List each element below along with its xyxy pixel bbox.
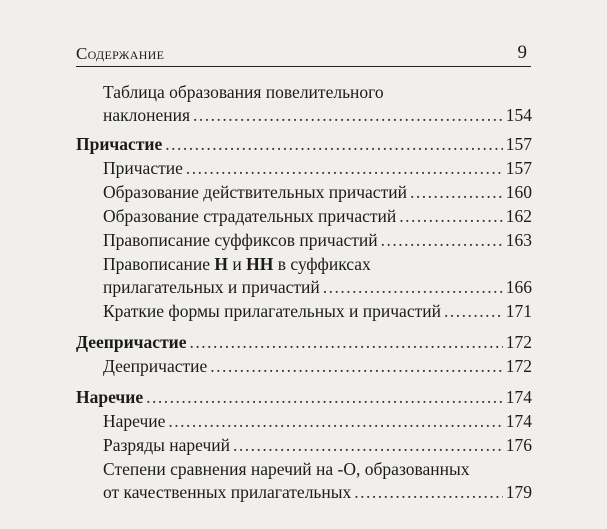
- toc-page-number: 174: [505, 387, 532, 407]
- leader-dots: [168, 410, 502, 432]
- text-fragment: в суффиксах: [273, 254, 371, 274]
- toc-section-title: Деепричастие: [76, 332, 187, 352]
- leader-dots: [381, 229, 503, 251]
- toc-page-number: 157: [505, 134, 532, 154]
- toc-page-number: 179: [505, 482, 532, 502]
- toc-page-number: 171: [505, 301, 532, 321]
- leader-dots: [193, 104, 503, 126]
- toc-entry: [103, 355, 532, 377]
- toc-page-number: 160: [505, 182, 532, 202]
- toc-section: [76, 386, 532, 408]
- leader-dots: [186, 157, 503, 179]
- toc-page-number: 172: [505, 332, 532, 352]
- toc-section: [76, 133, 532, 155]
- toc-page-number: 154: [505, 105, 532, 125]
- text-fragment: и: [228, 254, 247, 274]
- bold-letter: НН: [246, 254, 274, 274]
- toc-entry-title: Краткие формы прилагательных и причастий: [103, 301, 441, 321]
- toc-page-number: 172: [505, 356, 532, 376]
- toc-page-number: 166: [505, 277, 532, 297]
- text-fragment: Правописание: [103, 254, 215, 274]
- leader-dots: [444, 300, 503, 322]
- toc-entry-title: Причастие: [103, 158, 183, 178]
- toc-entry: [103, 104, 532, 126]
- toc-entry: [103, 205, 532, 227]
- bold-letter: Н: [214, 254, 229, 274]
- toc-entry: [103, 229, 532, 251]
- toc-entry-title: Разряды наречий: [103, 435, 230, 455]
- toc-entry: [103, 276, 532, 298]
- toc-entry: [103, 157, 532, 179]
- toc-entry: [103, 434, 532, 456]
- toc-entry-title: Образование действительных причастий: [103, 182, 407, 202]
- leader-dots: [399, 205, 503, 227]
- toc-entry-title: Наречие: [103, 411, 166, 431]
- leader-dots: [210, 355, 502, 377]
- section-title: Содержание: [76, 44, 165, 63]
- toc-entry-title: Деепричастие: [103, 356, 208, 376]
- toc-entry: [103, 410, 532, 432]
- toc-entry-title: наклонения: [103, 105, 191, 125]
- toc-entry-title: Образование страдательных причастий: [103, 206, 397, 226]
- toc-entry-line: Степени сравнения наречий на -О, образованных: [103, 459, 470, 479]
- toc-section-title: Наречие: [76, 387, 144, 407]
- leader-dots: [146, 386, 503, 408]
- leader-dots: [165, 133, 502, 155]
- toc-entry-line: [103, 253, 371, 275]
- page-header: [76, 42, 531, 67]
- toc-section-title: Причастие: [76, 134, 163, 154]
- toc-entry: [103, 181, 532, 203]
- toc-entry-title: Правописание суффиксов причастий: [103, 230, 378, 250]
- leader-dots: [190, 331, 503, 353]
- toc-entry-title: от качественных прилагательных: [103, 482, 352, 502]
- toc-entry-title: прилагательных и причастий: [103, 277, 320, 297]
- leader-dots: [323, 276, 503, 298]
- toc-page-number: 162: [505, 206, 532, 226]
- toc-page-number: 163: [505, 230, 532, 250]
- toc-entry: [103, 300, 532, 322]
- toc-section: [76, 331, 532, 353]
- page-number: 9: [517, 42, 527, 63]
- leader-dots: [233, 434, 503, 456]
- toc-page-number: 174: [505, 411, 532, 431]
- leader-dots: [354, 481, 502, 503]
- toc-page-number: 157: [505, 158, 532, 178]
- toc-entry-line: Таблица образования повелительного: [103, 82, 384, 102]
- toc-entry: [103, 481, 532, 503]
- toc-page-number: 176: [505, 435, 532, 455]
- leader-dots: [410, 181, 503, 203]
